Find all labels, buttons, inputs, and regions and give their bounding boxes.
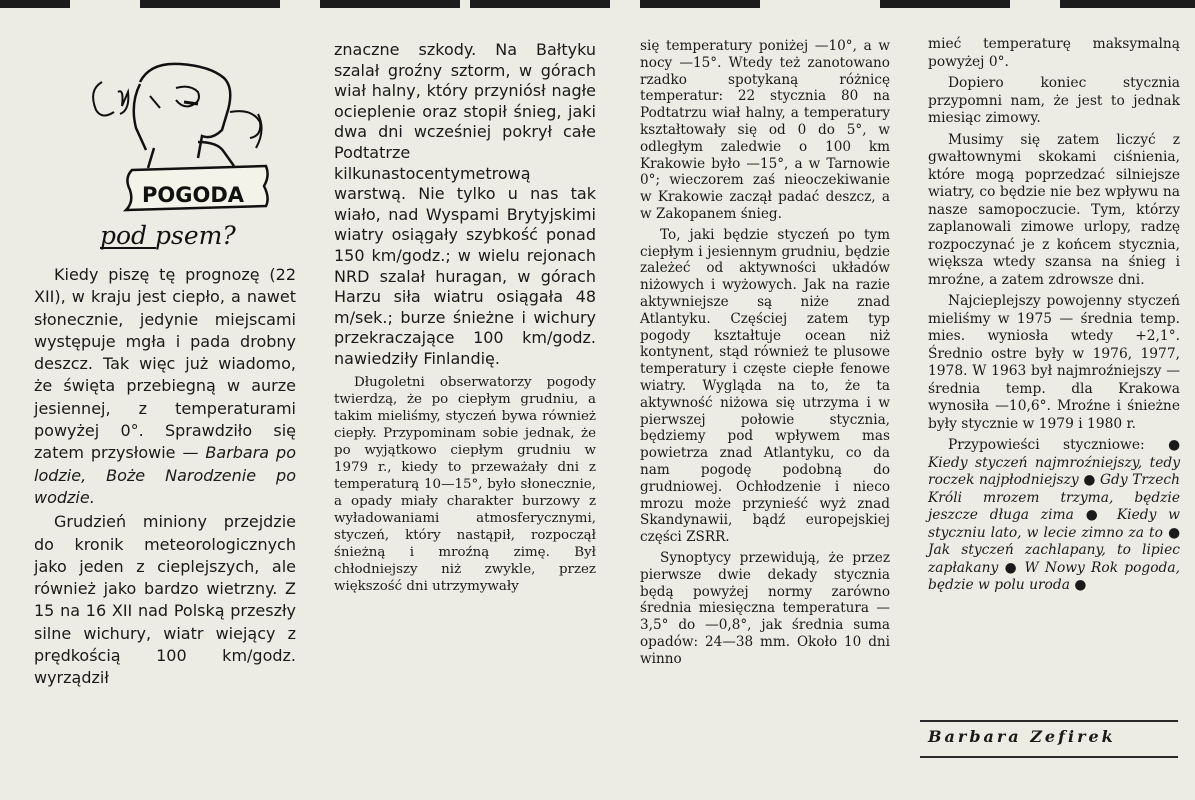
paragraph: się temperatury poniżej —10°, a w nocy —15°. Wtedy też zanotowano rzadko spotykaną różnicę temperatur: 22 stycznia 80 na Podtatrzu wiał halny, a temperatury kształtowały się od 0 do 5°, w odległym zaledwie o 100 km Krakowie było —15°, a w Tarnowie 0°; wieczorem zaś nieoczekiwanie w Krakowie zaczął padać deszcz, a w Zakopanem śnieg.	[640, 38, 890, 222]
paragraph: Długoletni obserwatorzy pogody twierdzą, że po ciepłym grudniu, a takim mieliśmy, styczeń bywa również ciepły. Przypominam sobie jednak, że po wyjątkowo ciepłym grudniu w 1979 r., kiedy to przeważały dni z temperaturą 10—15°, było słonecznie, a opady miały charakter burzowy z wyładowaniami atmosferycznymi, styczeń, który nastąpił, rozpoczął śnieżną i mroźną zimę. Był chłodniejszy niż zwykle, przez większość dni utrzymywały	[334, 374, 596, 594]
column-4	[928, 36, 1180, 599]
sayings-intro: Przypowieści styczniowe:	[948, 437, 1145, 453]
column-2	[334, 40, 596, 599]
paragraph-text: Kiedy piszę tę prognozę (22 XII), w kraju jest ciepło, a nawet słonecznie, jedynie miejscami występuje mgła i pada drobny deszcz. Tak więc już wiadomo, że święta przebiegną w aurze jesiennej, z temperaturami powyżej 0°. Sprawdziło się zatem przysłowie —	[34, 265, 296, 463]
top-rule-4	[470, 0, 610, 8]
logo-subtitle: pod psem?	[100, 221, 236, 250]
proverb-italic: Barbara po lodzie, Boże Narodzenie po wodzie.	[34, 443, 296, 507]
top-rule-6	[880, 0, 1010, 8]
top-rule-2	[140, 0, 280, 8]
logo-title: POGODA	[142, 183, 245, 207]
paragraph	[34, 264, 296, 509]
top-rule-7	[1060, 0, 1195, 8]
paragraph: znaczne szkody. Na Bałtyku szalał groźny sztorm, w górach wiał halny, który przyniósł nagłe ocieplenie oraz stopił śnieg, jaki dwa dni wcześniej pokrył całe Podtatrze kilkunastocentymetrową warstwą. Nie tylko u nas tak wiało, nad Wyspami Brytyjskimi wiatry osiągały szybkość ponad 150 km/godz.; w wielu rejonach NRD szalał huragan, w górach Harzu siła wiatru osiągała 48 m/sek.; burze śnieżne i wichury przekraczające 100 km/godz. nawiedziły Finlandię.	[334, 40, 596, 368]
paragraph: Najcieplejszy powojenny styczeń mieliśmy w 1975 — średnia temp. mies. wyniosła wtedy +2,1°. Średnio ostre były w 1976, 1977, 1978. W 1963 był najmroźniejszy — średnia temp. dla Krakowa wynosiła —10,6°. Mroźne i śnieżne były stycznie w 1979 i 1980 r.	[928, 293, 1180, 432]
column-1	[34, 36, 296, 692]
author-top-rule	[920, 720, 1178, 722]
paragraph	[928, 437, 1180, 595]
paragraph: mieć temperaturę maksymalną powyżej 0°.	[928, 36, 1180, 70]
paragraph: To, jaki będzie styczeń po tym ciepłym i jesiennym grudniu, będzie zależeć od aktywności układów niżowych i wyżowych. Jak na razie aktywniejsze są niże znad Atlantyku. Częściej zatem typ pogody kształtuje ocean niż kontynent, stąd również te plusowe temperatury i częste ciepłe fenowe wiatry. Wygląda na to, że ta aktywność niżowa się utrzyma i w pierwszej połowie stycznia, będziemy pod wpływem mas powietrza znad Atlantyku, co da nam pogodę podobną do grudniowej. Ochłodzenie i nieco mrozu może przynieść wyż znad Skandynawii, bądź europejskiej części ZSRR.	[640, 226, 890, 546]
paragraph: Dopiero koniec stycznia przypomni nam, że jest to jednak miesiąc zimowy.	[928, 75, 1180, 126]
top-rule-5	[640, 0, 760, 8]
column-3	[640, 38, 890, 671]
top-rule-3	[320, 0, 460, 8]
paragraph: Synoptycy przewidują, że przez pierwsze dwie dekady stycznia będą powyżej normy zarówno średnia miesięczna temperatura —3,5° do —0,8°, jak średnia suma opadów: 24—38 mm. Około 10 dni winno	[640, 549, 890, 667]
paragraph: Musimy się zatem liczyć z gwałtownymi skokami ciśnienia, które mogą poprzedzać silniejsze wiatry, co będzie nie bez wpływu na nasze samopoczucie. Tym, którzy zaplanowali zimowe urlopy, radzę rozpoczynać je z końcem stycznia, większa wtedy szansa na śnieg i mroźne, a zatem zdrowsze dni.	[928, 131, 1180, 288]
sayings-italic: ● Kiedy styczeń najmroźniejszy, tedy roczek najpłodniejszy ● Gdy Trzech Króli mrozem trzyma, będzie jeszcze długa zima ● Kiedy w styczniu lato, w lecie zimno za to ● Jak styczeń zachlapany, to lipiec zapłakany ● W Nowy Rok pogoda, będzie w polu uroda ●	[928, 437, 1180, 593]
top-rule-1	[0, 0, 70, 8]
paragraph: Grudzień miniony przejdzie do kronik meteorologicznych jako jeden z cieplejszych, ale również jako bardzo wietrzny. Z 15 na 16 XII nad Polską przeszły silne wichury, wiatr wiejący z prędkością 100 km/godz. wyrządził	[34, 512, 296, 688]
author-signature: Barbara Zefirek	[928, 727, 1116, 746]
author-bottom-rule	[920, 756, 1178, 758]
